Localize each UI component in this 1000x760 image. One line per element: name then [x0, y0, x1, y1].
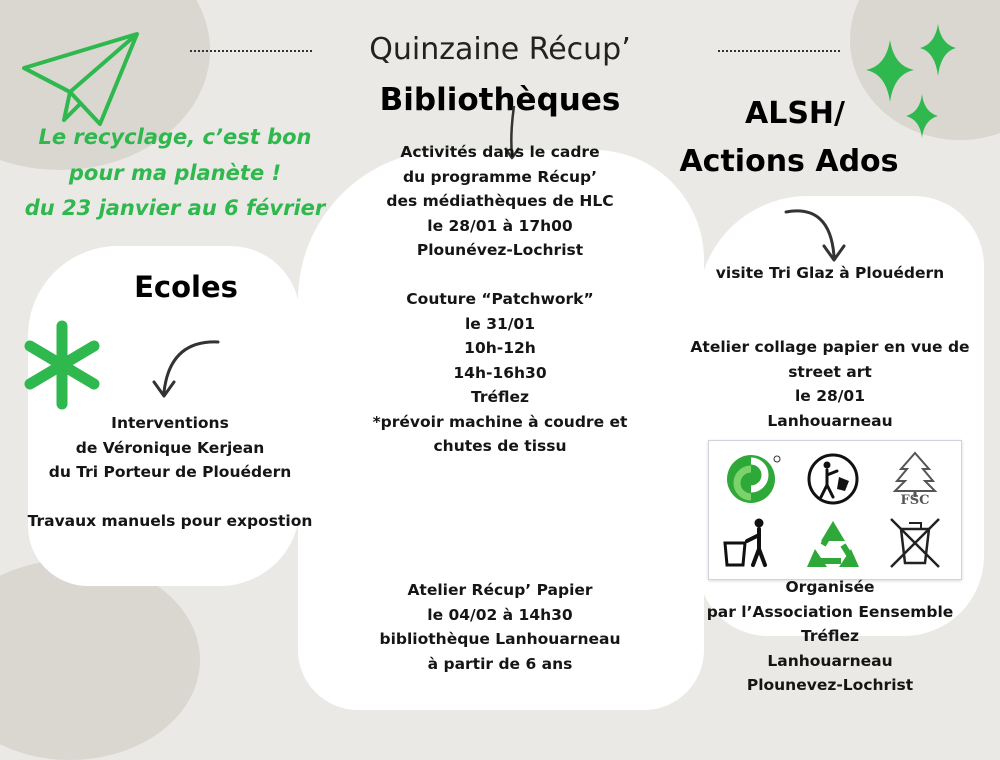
alsh-atelier-line: street art: [788, 362, 872, 381]
alsh-atelier-line: Atelier collage papier en vue de: [690, 338, 970, 356]
page-title-line2: Bibliothèques: [379, 82, 621, 118]
recycling-logos-panel: [708, 440, 962, 580]
alsh-organisee-line: Lanhouarneau: [767, 651, 893, 670]
bibliotheques-line: le 04/02 à 14h30: [427, 605, 573, 624]
fsc-label: FSC: [900, 493, 930, 508]
alsh-organisee-line: Plounevez-Lochrist: [746, 676, 914, 694]
alsh-organisee: [680, 575, 980, 698]
asterisk-icon: [24, 320, 100, 410]
alsh-atelier: [670, 335, 990, 433]
slogan-line3: du 23 janvier au 6 février: [24, 196, 326, 220]
ecoles-text: [10, 411, 330, 534]
bibliotheques-line: Couture “Patchwork”: [406, 290, 594, 308]
bibliotheques-line: le 28/01 à 17h00: [427, 216, 573, 235]
background-blob-bottom-left: [0, 560, 200, 760]
alsh-organisee-line: par l’Association Eensemble: [706, 602, 954, 621]
curved-arrow-alsh-icon: [780, 200, 860, 270]
recycling-loop-icon: [803, 515, 863, 571]
bibliotheques-block2: [330, 578, 670, 676]
ecoles-line: Travaux manuels pour expostion: [27, 512, 313, 530]
alsh-visit: visite Tri Glaz à Plouédern: [715, 264, 945, 282]
ecoles-heading: Ecoles: [134, 270, 238, 304]
bibliotheques-line: le 31/01: [464, 314, 536, 333]
bibliotheques-line: [330, 263, 670, 288]
ecoles-line: du Tri Porteur de Plouédern: [48, 463, 292, 481]
slogan-line2: pour ma planète !: [68, 161, 282, 185]
bibliotheques-line: 14h-16h30: [453, 363, 547, 382]
tidyman-bin-icon: [721, 515, 781, 571]
bibliotheques-line: *prévoir machine à coudre et: [372, 412, 628, 431]
tidyman-recycle-icon: [803, 451, 863, 507]
bibliotheques-line: des médiathèques de HLC: [386, 192, 614, 210]
ecoles-line: [10, 485, 330, 510]
alsh-organisee-line: Organisée: [785, 578, 875, 596]
bibliotheques-line: chutes de tissu: [433, 437, 567, 455]
bibliotheques-line: 10h-12h: [464, 339, 536, 357]
bibliotheques-line: Plounévez-Lochrist: [416, 241, 584, 259]
curved-arrow-ecoles-icon: [146, 336, 226, 406]
green-dot-icon: [721, 451, 781, 507]
bibliotheques-line: Tréflez: [470, 388, 530, 406]
alsh-heading-line1: ALSH/: [744, 96, 845, 131]
bibliotheques-line: à partir de 6 ans: [427, 654, 573, 673]
alsh-organisee-line: Tréflez: [800, 627, 860, 645]
alsh-atelier-line: le 28/01: [794, 387, 866, 405]
alsh-atelier-line: Lanhouarneau: [767, 411, 893, 430]
dotted-line-right: [718, 50, 840, 52]
crossed-bin-icon: [885, 515, 945, 571]
bibliotheques-line: du programme Récup’: [403, 167, 597, 186]
paper-plane-icon: [22, 30, 142, 130]
ecoles-line: de Véronique Kerjean: [75, 438, 265, 457]
bibliotheques-line: Atelier Récup’ Papier: [407, 581, 593, 599]
slogan-line1: Le recyclage, c’est bon: [38, 125, 312, 149]
page-title-line1: Quinzaine Récup’: [369, 32, 631, 67]
dotted-line-left: [190, 50, 312, 52]
ecoles-line: Interventions: [111, 414, 229, 432]
alsh-heading-line2: Actions Ados: [679, 144, 899, 179]
bibliotheques-line: Activités dans le cadre: [400, 143, 600, 161]
bibliotheques-block1: [330, 140, 670, 459]
bibliotheques-line: bibliothèque Lanhouarneau: [379, 630, 621, 648]
